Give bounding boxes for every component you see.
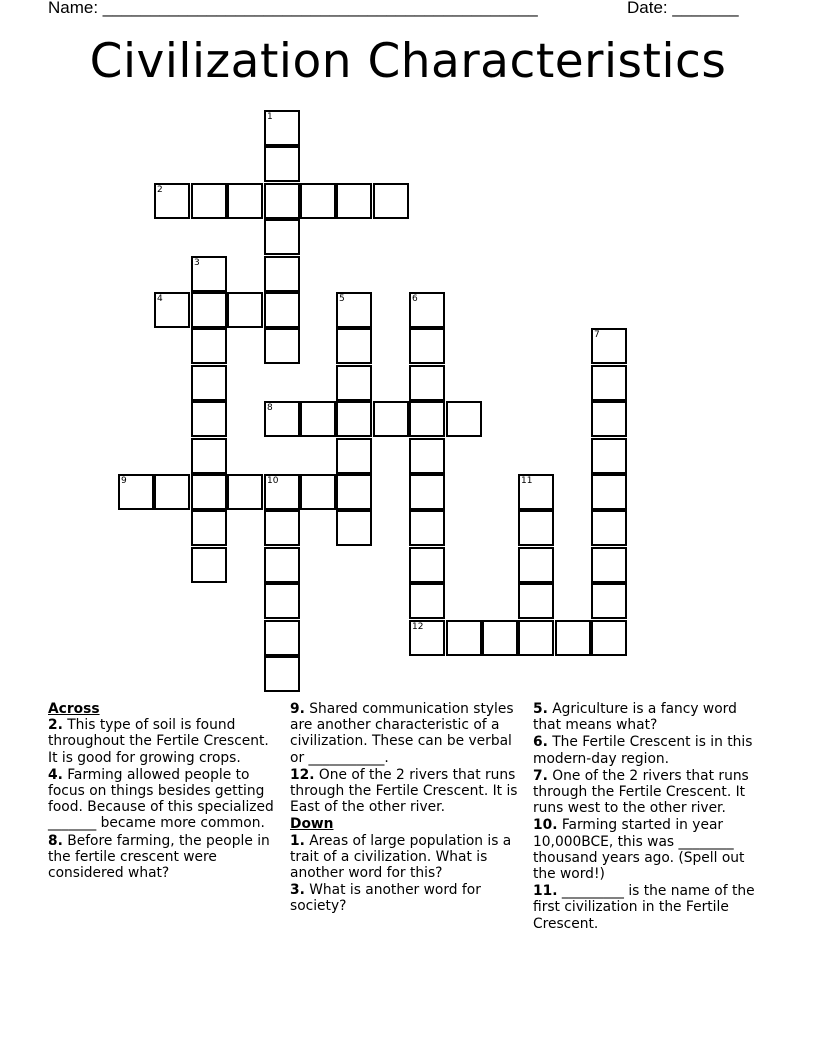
grid-cell[interactable]	[264, 146, 300, 182]
grid-cell[interactable]	[482, 620, 518, 656]
clue-down-5: 5. Agriculture is a fancy word that means what?	[533, 701, 737, 734]
grid-cell[interactable]	[591, 620, 627, 656]
grid-cell[interactable]	[191, 401, 227, 437]
clue-across-9: 9. Shared communication styles are another characteristic of a civilization. These can be verbal or ___________.	[290, 701, 514, 766]
grid-cell[interactable]	[264, 547, 300, 583]
grid-cell[interactable]	[409, 365, 445, 401]
grid-cell[interactable]	[191, 183, 227, 219]
grid-cell[interactable]	[191, 328, 227, 364]
grid-cell[interactable]	[264, 620, 300, 656]
page-title: Civilization Characteristics	[89, 34, 727, 89]
clue-number: 3	[194, 258, 200, 268]
grid-cell[interactable]	[336, 183, 372, 219]
clue-across-2: 2. This type of soil is found throughout the Fertile Crescent. It is good for growing crops.	[48, 717, 269, 766]
grid-cell[interactable]	[446, 620, 482, 656]
clue-number: 1	[267, 112, 273, 122]
grid-cell[interactable]	[409, 620, 445, 656]
grid-cell[interactable]	[336, 510, 372, 546]
grid-cell[interactable]	[300, 183, 336, 219]
clue-across-8: 8. Before farming, the people in the fertile crescent were considered what?	[48, 832, 270, 882]
clue-number: 5	[339, 294, 345, 304]
grid-cell[interactable]	[518, 620, 554, 656]
grid-cell[interactable]	[264, 510, 300, 546]
grid-cell[interactable]	[264, 183, 300, 219]
grid-cell[interactable]	[264, 256, 300, 292]
clue-number: 2	[157, 185, 163, 195]
grid-cell[interactable]	[227, 183, 263, 219]
grid-cell[interactable]	[518, 547, 554, 583]
grid-cell[interactable]	[264, 656, 300, 692]
grid-cell[interactable]	[336, 401, 372, 437]
grid-cell[interactable]	[373, 401, 409, 437]
grid-cell[interactable]	[191, 547, 227, 583]
grid-cell[interactable]	[591, 328, 627, 364]
grid-cell[interactable]	[227, 292, 263, 328]
grid-cell[interactable]	[409, 328, 445, 364]
grid-cell[interactable]	[264, 328, 300, 364]
grid-cell[interactable]	[336, 365, 372, 401]
grid-cell[interactable]	[555, 620, 591, 656]
grid-cell[interactable]	[191, 256, 227, 292]
clue-number: 10	[267, 476, 279, 486]
grid-cell[interactable]	[300, 401, 336, 437]
grid-cell[interactable]	[518, 583, 554, 619]
name-field[interactable]: Name: ______________________________________________	[48, 0, 538, 17]
grid-cell[interactable]	[154, 474, 190, 510]
grid-cell[interactable]	[264, 110, 300, 146]
date-field[interactable]: Date: _______	[627, 0, 739, 17]
grid-cell[interactable]	[591, 365, 627, 401]
grid-cell[interactable]	[591, 474, 627, 510]
grid-cell[interactable]	[264, 583, 300, 619]
clue-down-7: 7. One of the 2 rivers that runs through the Fertile Crescent. It runs west to the other river.	[533, 767, 749, 817]
across-heading: Across	[48, 701, 100, 717]
grid-cell[interactable]	[518, 474, 554, 510]
clue-down-6: 6. The Fertile Crescent is in this modern-day region.	[533, 734, 753, 767]
clue-number: 12	[412, 622, 424, 632]
clue-down-10: 10. Farming started in year 10,000BCE, this was ________ thousand years ago. (Spell out the word!)	[533, 817, 745, 883]
grid-cell[interactable]	[409, 292, 445, 328]
grid-cell[interactable]	[227, 474, 263, 510]
grid-cell[interactable]	[409, 510, 445, 546]
grid-cell[interactable]	[591, 583, 627, 619]
grid-cell[interactable]	[446, 401, 482, 437]
clue-number: 4	[157, 294, 163, 304]
grid-cell[interactable]	[336, 292, 372, 328]
grid-cell[interactable]	[409, 583, 445, 619]
clue-down-3: 3. What is another word for society?	[290, 882, 481, 915]
grid-cell[interactable]	[191, 510, 227, 546]
grid-cell[interactable]	[409, 401, 445, 437]
grid-cell[interactable]	[154, 292, 190, 328]
grid-cell[interactable]	[264, 474, 300, 510]
grid-cell[interactable]	[154, 183, 190, 219]
grid-cell[interactable]	[264, 219, 300, 255]
grid-cell[interactable]	[409, 438, 445, 474]
grid-cell[interactable]	[336, 438, 372, 474]
clues-column-3	[533, 701, 757, 933]
grid-cell[interactable]	[191, 474, 227, 510]
grid-cell[interactable]	[336, 474, 372, 510]
clues-column-1	[48, 701, 280, 882]
grid-cell[interactable]	[591, 438, 627, 474]
clues-column-2	[290, 701, 522, 916]
clue-number: 6	[412, 294, 418, 304]
clue-across-4: 4. Farming allowed people to focus on things besides getting food. Because of this specialized _______ became more common.	[48, 766, 274, 832]
clue-down-1: 1. Areas of large population is a trait of a civilization. What is another word for this?	[290, 832, 512, 882]
grid-cell[interactable]	[264, 292, 300, 328]
grid-cell[interactable]	[409, 474, 445, 510]
clue-number: 7	[594, 330, 600, 340]
grid-cell[interactable]	[264, 401, 300, 437]
clue-number: 9	[121, 476, 127, 486]
grid-cell[interactable]	[409, 547, 445, 583]
grid-cell[interactable]	[591, 401, 627, 437]
grid-cell[interactable]	[336, 328, 372, 364]
grid-cell[interactable]	[591, 547, 627, 583]
clue-across-12: 12. One of the 2 rivers that runs through the Fertile Crescent. It is East of the other river.	[290, 766, 518, 816]
clue-number: 11	[521, 476, 533, 486]
grid-cell[interactable]	[191, 292, 227, 328]
clue-number: 8	[267, 403, 273, 413]
clue-down-11: 11. _________ is the name of the first civilization in the Fertile Crescent.	[533, 883, 755, 932]
grid-cell[interactable]	[373, 183, 409, 219]
grid-cell[interactable]	[118, 474, 154, 510]
grid-cell[interactable]	[300, 474, 336, 510]
grid-cell[interactable]	[518, 510, 554, 546]
grid-cell[interactable]	[191, 365, 227, 401]
down-heading: Down	[290, 816, 334, 833]
grid-cell[interactable]	[591, 510, 627, 546]
grid-cell[interactable]	[191, 438, 227, 474]
